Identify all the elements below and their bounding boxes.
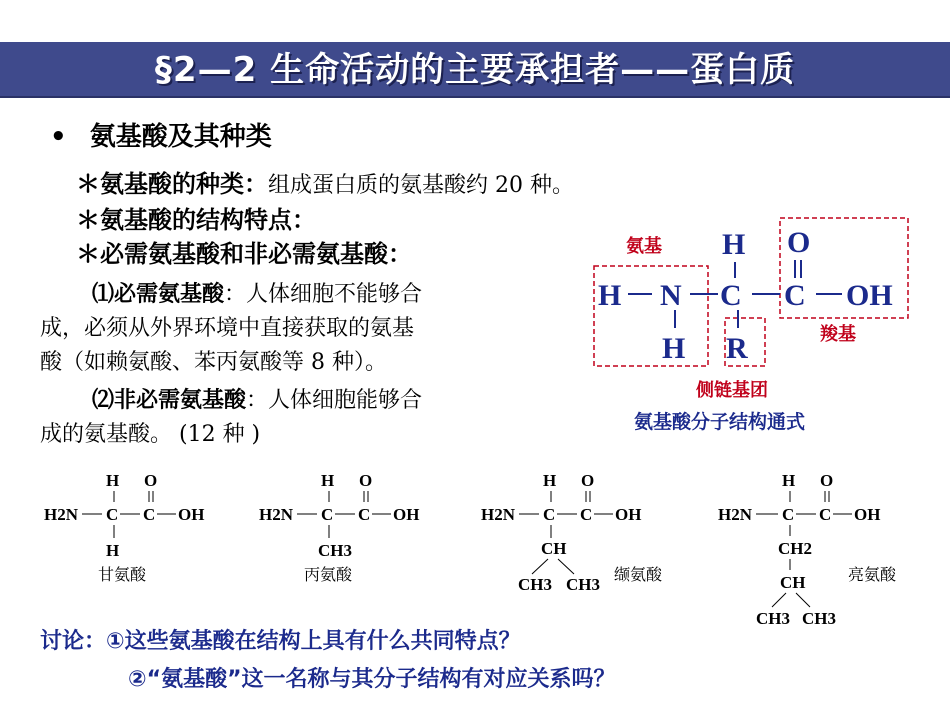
point-label: ＊氨基酸的结构特点： <box>76 206 316 234</box>
atom-o: O <box>787 226 811 259</box>
atom-n: N <box>660 279 682 312</box>
atom: O <box>581 471 595 490</box>
atom: H2N <box>259 505 293 524</box>
discussion-question-2: ②“氨基酸”这一名称与其分子结构有对应关系吗？ <box>128 667 616 692</box>
side-chain: CH3 <box>318 541 352 560</box>
structure-caption: 氨基酸分子结构通式 <box>634 412 806 433</box>
section-bullet <box>50 116 272 153</box>
atom: OH <box>854 505 881 524</box>
atom-h-bottom: H <box>662 332 686 365</box>
side-chain: H <box>106 541 120 560</box>
point-label: ＊必需氨基酸和非必需氨基酸： <box>76 240 412 268</box>
side-chain: CH3 <box>802 609 836 628</box>
atom: OH <box>615 505 642 524</box>
atom: C <box>321 505 334 524</box>
bond <box>558 559 574 574</box>
atom: OH <box>393 505 420 524</box>
section-heading: 氨基酸及其种类 <box>89 122 272 152</box>
point-structure <box>76 200 316 235</box>
discussion-question-1: ①这些氨基酸在结构上具有什么共同特点？ <box>106 629 521 654</box>
essential-text: 成，必须从外界环境中直接获取的氨基 <box>40 316 415 341</box>
leucine-name: 亮氨酸 <box>848 567 897 584</box>
atom: C <box>819 505 832 524</box>
point-value: 组成蛋白质的氨基酸约 20 种。 <box>268 173 574 198</box>
atom: O <box>820 471 834 490</box>
atom: H2N <box>44 505 78 524</box>
side-chain: CH3 <box>518 575 552 594</box>
nonessential-paragraph <box>40 384 540 452</box>
carboxyl-group-label: 羧基 <box>820 324 856 344</box>
side-chain: CH3 <box>566 575 600 594</box>
atom-c-carboxyl: C <box>784 279 806 312</box>
atom-h-top: H <box>722 228 746 261</box>
atom: C <box>580 505 593 524</box>
essential-text: ：人体细胞不能够合 <box>224 282 423 307</box>
slide-title: §2—2 生命活动的主要承担者——蛋白质 <box>154 50 796 90</box>
example-structures <box>0 462 950 638</box>
discussion-line-2 <box>128 662 616 693</box>
point-label: ＊氨基酸的种类： <box>76 170 268 198</box>
essential-paragraph <box>40 278 540 380</box>
nonessential-text: ：人体细胞能够合 <box>246 388 423 413</box>
side-chain: CH3 <box>756 609 790 628</box>
side-chain: CH <box>780 573 806 592</box>
atom: H <box>321 471 335 490</box>
title-bar <box>0 42 950 98</box>
atom: H2N <box>718 505 752 524</box>
atom: H <box>543 471 557 490</box>
atom: OH <box>178 505 205 524</box>
atom: C <box>543 505 556 524</box>
bond <box>772 593 786 607</box>
atom: C <box>106 505 119 524</box>
atom-r: R <box>726 332 748 365</box>
valine-name: 缬氨酸 <box>614 567 663 584</box>
atom-c-alpha: C <box>720 279 742 312</box>
glycine-structure <box>44 471 204 584</box>
general-structure-diagram <box>580 210 920 440</box>
nonessential-label: ⑵非必需氨基酸 <box>92 388 247 413</box>
atom: H <box>782 471 796 490</box>
bullet-mark: • <box>50 122 67 152</box>
leucine-structure <box>718 471 897 628</box>
essential-label: ⑴必需氨基酸 <box>92 282 225 307</box>
bond <box>796 593 810 607</box>
atom: O <box>144 471 158 490</box>
sidechain-label: 侧链基团 <box>696 380 768 400</box>
discussion-label: 讨论： <box>40 629 107 654</box>
bond <box>532 559 548 574</box>
side-chain: CH <box>541 539 567 558</box>
atom: C <box>358 505 371 524</box>
amino-group-label: 氨基 <box>626 236 662 256</box>
point-essential <box>76 234 412 269</box>
alanine-structure <box>259 471 419 584</box>
atom: O <box>359 471 373 490</box>
atom: C <box>143 505 156 524</box>
atom: C <box>782 505 795 524</box>
atom-oh: OH <box>846 279 893 312</box>
essential-text: 酸（如赖氨酸、苯丙氨酸等 8 种）。 <box>40 350 387 375</box>
side-chain: CH2 <box>778 539 812 558</box>
nonessential-text: 成的氨基酸。 (12 种 ) <box>40 422 261 447</box>
glycine-name: 甘氨酸 <box>98 567 147 584</box>
point-types <box>76 164 574 199</box>
atom-h: H <box>598 279 622 312</box>
atom: H2N <box>481 505 515 524</box>
valine-structure <box>481 471 663 594</box>
atom: H <box>106 471 120 490</box>
discussion-line-1 <box>40 624 521 655</box>
alanine-name: 丙氨酸 <box>304 567 353 584</box>
